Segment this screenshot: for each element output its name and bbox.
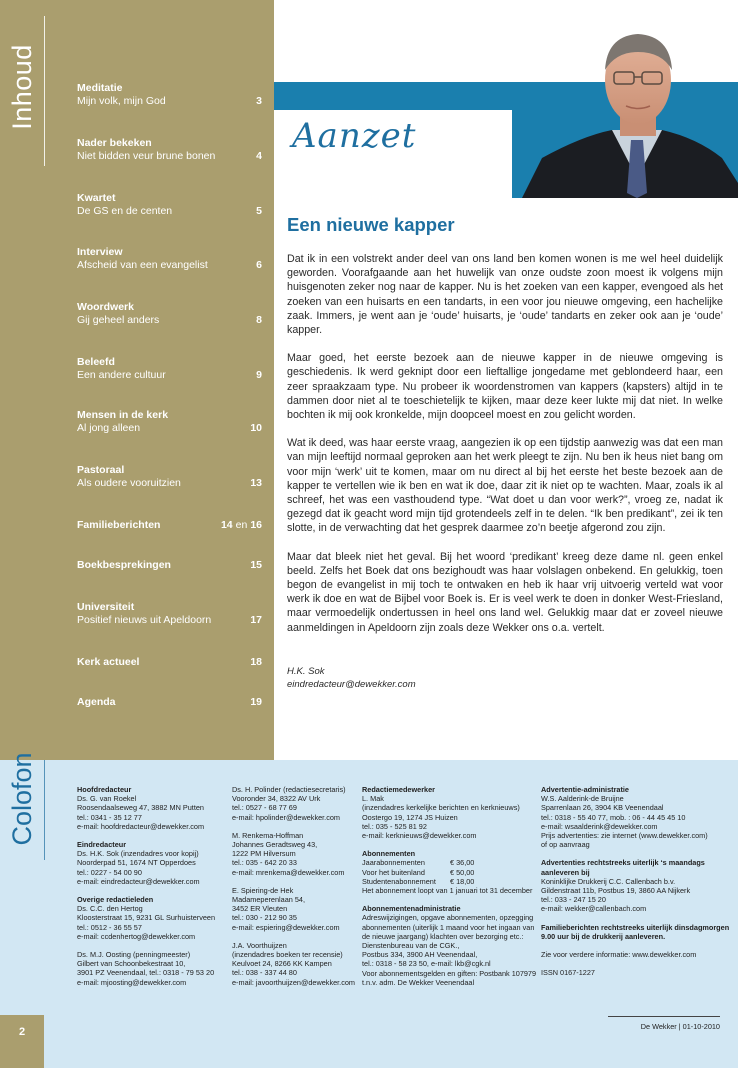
article-paragraph: Dat ik in een volstrekt ander deel van ons land ben komen wonen is me wel heel duidelijk geworden. Voorafgaande aan het huwelijk van onze oudste zoon moest ik volgens mijn huisgenoten zeker nog naar de kapper. Nu is het zoeken van een kapper, evengoed als het zoeken van een huisarts en een tandarts, in een voor jou nieuwe omgeving, een hachelijke zaak. Immers, je went aan je ‘oude’ huisarts, je ‘oude’ tandarts en zeker ook aan je ‘oude’ kapper. [287, 253, 723, 337]
colofon-line: 3452 ER Vleuten [232, 904, 288, 914]
subscription-row [362, 858, 537, 867]
colofon-line: Ds. H.K. Sok (inzendadres voor kopij) [77, 849, 199, 859]
toc-subtitle: De GS en de centen [77, 205, 173, 217]
colofon-block [362, 849, 537, 895]
colofon-column [362, 785, 537, 996]
colofon-block [232, 785, 360, 822]
colofon-line: Ds. C.C. den Hertog [77, 904, 143, 914]
toc-category: Interview [77, 246, 123, 258]
colofon-line: Het abonnement loopt van 1 januari tot 31 december [362, 886, 533, 896]
toc-page-number [256, 369, 262, 382]
toc-page: 19 [250, 696, 262, 708]
colofon-line: Adreswijzigingen, opgave abonnementen, opzegging [362, 913, 534, 923]
toc-item [77, 301, 262, 327]
colofon-line: de nieuwe jaargang) klachten over bezorging etc.: [362, 931, 524, 941]
colofon-line: ISSN 0167-1227 [541, 968, 595, 978]
toc-category: Kwartet [77, 192, 116, 204]
subscription-price: € 18,00 [450, 876, 475, 886]
author-name: H.K. Sok [287, 666, 325, 677]
colofon-line: of op aanvraag [541, 840, 590, 850]
toc-page-number [250, 656, 262, 669]
subscription-price: € 50,00 [450, 867, 475, 877]
toc-category: Kerk actueel [77, 656, 140, 668]
toc-item [77, 409, 262, 435]
toc-page: 13 [250, 477, 262, 489]
colofon-block [232, 886, 360, 932]
colofon-column [232, 785, 360, 996]
toc-item [77, 464, 262, 490]
toc-category: Nader bekeken [77, 137, 152, 149]
toc-item [77, 137, 262, 163]
colofon-line: Johannes Geradtsweg 43, [232, 840, 318, 850]
colofon-block [77, 950, 227, 987]
toc-item [77, 192, 262, 218]
colofon-heading: Abonnementenadministratie [362, 904, 461, 914]
colofon-line: Gilbert van Schoonbekestraat 10, [77, 959, 186, 969]
toc-item [77, 559, 262, 572]
toc-subtitle: Afscheid van een evangelist [77, 259, 208, 271]
colofon-heading: Redactiemedewerker [362, 785, 436, 794]
colofon-line: t.n.v. adm. De Wekker Veenendaal [362, 977, 475, 987]
colofon-line: e-mail: javoorthuijzen@dewekker.com [232, 977, 355, 987]
colofon-line: Postbus 334, 3900 AH Veenendaal, [362, 950, 478, 960]
colofon-line: Zie voor verdere informatie: www.dewekker.com [541, 950, 697, 960]
toc-page-number [250, 696, 262, 709]
toc-page: 3 [256, 95, 262, 107]
toc-subtitle: Mijn volk, mijn God [77, 95, 166, 107]
toc-item [77, 696, 262, 709]
colofon-heading: Overige redactieleden [77, 895, 154, 905]
colofon-block [541, 923, 731, 941]
colofon-heading: Abonnementen [362, 849, 416, 859]
colofon-heading: Eindredacteur [77, 840, 127, 850]
colofon-line: tel.: 0318 - 58 23 50, e-mail: lkb@cgk.nl [362, 959, 491, 969]
toc-subtitle: Een andere cultuur [77, 369, 166, 381]
toc-item [77, 601, 262, 627]
toc-page-number [250, 559, 262, 572]
toc-page: 5 [256, 205, 262, 217]
colofon-block [362, 785, 537, 840]
colofon-block [541, 858, 731, 913]
colofon-line: abonnementen (uiterlijk 1 maand voor het ingaan van [362, 922, 535, 932]
colofon-line: tel.: 0341 - 35 12 77 [77, 812, 142, 822]
toc-page: 6 [256, 259, 262, 271]
colofon-line: Ds. H. Polinder (redactiesecretaris) [232, 785, 346, 794]
colofon-line: E. Spiering-de Hek [232, 885, 294, 895]
colofon-line: Dienstenbureau van de CGK., [362, 941, 460, 951]
colofon-line: e-mail: wekker@callenbach.com [541, 904, 647, 914]
toc-subtitle: Positief nieuws uit Apeldoorn [77, 614, 212, 626]
subscription-type: Studentenabonnement [362, 876, 436, 886]
colofon-block [362, 904, 537, 987]
toc-page-number [250, 422, 262, 435]
subscription-type: Jaarabonnementen [362, 858, 425, 868]
colofon-line: tel.: 038 - 337 44 80 [232, 968, 297, 978]
toc-item [77, 519, 262, 532]
toc-category: Meditatie [77, 82, 123, 94]
toc-page-second: 16 [250, 519, 262, 531]
colofon-line: Keulvoet 24, 8266 KK Kampen [232, 959, 332, 969]
colofon-line: Prijs advertenties: zie internet (www.dewekker.com) [541, 831, 708, 841]
colofon-line: Madameperenlaan 54, [232, 895, 306, 905]
toc-page-join: en [235, 519, 248, 531]
article-title: Een nieuwe kapper [287, 214, 455, 235]
subscription-type: Voor het buitenland [362, 867, 425, 877]
toc-page: 4 [256, 150, 262, 162]
toc-page: 17 [250, 614, 262, 626]
toc-page-number [250, 477, 262, 490]
toc-page: 8 [256, 314, 262, 326]
colofon-block [541, 968, 731, 977]
toc-item [77, 82, 262, 108]
colofon-heading: Advertentie-administratie [541, 785, 629, 794]
toc-item [77, 356, 262, 382]
article-paragraph: Maar goed, het eerste bezoek aan de nieuwe kapper in de nieuwe omgeving is geschiedenis. Ik werd geknipt door een lieftallige jongedame met geblondeerd haar, een zeer spraakzaam type. Nu probeer ik woordenstromen van kappers (kapsters) altijd in te dammen door niet al te toeschietelijk te kijken, maar deze keer lukte mij dat niet. In welke bochten ik mij ook kronkelde, mijn doopceel moest en zou gelicht worden. [287, 352, 723, 422]
toc-page-number [256, 205, 262, 218]
colofon-line: tel.: 033 - 247 15 20 [541, 895, 606, 905]
toc-page-number [221, 519, 262, 532]
author-photo [512, 18, 738, 198]
toc-category: Boekbesprekingen [77, 559, 171, 571]
colofon-line: Ds. G. van Roekel [77, 794, 137, 804]
sidebar-title: Inhoud [7, 44, 37, 130]
toc-subtitle: Gij geheel anders [77, 314, 160, 326]
colofon-column [77, 785, 227, 996]
article-body [287, 252, 723, 649]
colofon-line: e-mail: hoofdredacteur@dewekker.com [77, 821, 205, 831]
colofon-line: tel.: 030 - 212 90 35 [232, 913, 297, 923]
colofon-line: tel.: 035 - 525 81 92 [362, 821, 427, 831]
colofon-line: J.A. Voorthuijzen [232, 940, 287, 950]
colofon-line: Roosendaalseweg 47, 3882 MN Putten [77, 803, 204, 813]
colofon-line: e-mail: espiering@dewekker.com [232, 922, 340, 932]
colofon-heading: Advertenties rechtstreeks uiterlijk ‘s maandags aanleveren bij [541, 858, 705, 877]
toc-page-number [256, 259, 262, 272]
colofon-column [541, 785, 731, 986]
toc-subtitle: Als oudere vooruitzien [77, 477, 181, 489]
article-paragraph: Wat ik deed, was haar eerste vraag, aangezien ik op een tijdstip aanwezig was dat een man van mijn leeftijd normaal geproken aan het werk pleegt te zijn. Nu ben ik heus niet bang om voor mijn ‘werk’ uit te komen, maar om nu direct al bij het eerste het beste bezoek aan de kapper te vertellen wie ik ben en wat ik doe, daar zit ik niet op te wachten. Maar, zoals ik al schreef, het was een vasthoudend type. “Wat doet u dan voor werk?”, vroeg ze, nadat ik gezegd dat ik geacht word mijn tijd grotendeels zelf in te delen. “Ik ben predikant”, zei ik ten slotte, in de verwachting dat het gesprek daarmee zo’n beetje afgerond zou zijn. [287, 437, 723, 535]
toc-page: 18 [250, 656, 262, 668]
colofon-line: Kloosterstraat 15, 9231 GL Surhuisterveen [77, 913, 216, 923]
colofon-line: tel.: 0512 - 36 55 57 [77, 922, 142, 932]
colofon-line: e-mail: eindredacteur@dewekker.com [77, 876, 200, 886]
toc-category: Pastoraal [77, 464, 125, 476]
colofon-block [77, 840, 227, 886]
colofon-line: W.S. Aalderink-de Bruijne [541, 794, 624, 804]
toc-page-number [256, 150, 262, 163]
toc-category: Agenda [77, 696, 116, 708]
colofon-line: tel.: 0318 - 55 40 77, mob. : 06 - 44 45 45 10 [541, 812, 686, 822]
colofon-block [232, 941, 360, 987]
toc-page-number [256, 314, 262, 327]
toc-category: Beleefd [77, 356, 115, 368]
page-number: 2 [18, 1026, 26, 1038]
colofon-block [541, 785, 731, 849]
colofon-title: Colofon [7, 752, 37, 846]
toc-page-number [256, 95, 262, 108]
toc-subtitle: Niet bidden veur brune bonen [77, 150, 216, 162]
colofon-line: Koninklijke Drukkerij C.C. Callenbach b.v. [541, 876, 676, 886]
toc-page-number [250, 614, 262, 627]
colofon-line: Vooronder 34, 8322 AV Urk [232, 794, 321, 804]
colofon-line: tel.: 0527 - 68 77 69 [232, 803, 297, 813]
subscription-row [362, 868, 537, 877]
sidebar-divider-line [44, 16, 45, 166]
colofon-line: e-mail: mjoosting@dewekker.com [77, 977, 187, 987]
colofon-block [77, 895, 227, 941]
colofon-line: tel.: 0227 - 54 00 90 [77, 867, 142, 877]
section-title: Aanzet [292, 116, 417, 156]
subscription-price: € 36,00 [450, 858, 475, 868]
toc-subtitle: Al jong alleen [77, 422, 141, 434]
colofon-line: Oostergo 19, 1274 JS Huizen [362, 812, 458, 822]
toc-category: Mensen in de kerk [77, 409, 169, 421]
toc-category: Universiteit [77, 601, 135, 613]
toc-page: 15 [250, 559, 262, 571]
colofon-block [232, 831, 360, 877]
colofon-line: 3901 PZ Veenendaal, tel.: 0318 - 79 53 20 [77, 968, 215, 978]
colofon-block [77, 785, 227, 831]
colofon-line: e-mail: wsaalderink@dewekker.com [541, 821, 658, 831]
colofon-line: e-mail: kerknieuws@dewekker.com [362, 831, 477, 841]
colofon-heading: Familieberichten rechtstreeks uiterlijk dinsdagmorgen 9.00 uur bij de drukkerij aanleveren. [541, 922, 730, 941]
colofon-line: e-mail: ccdenhertog@dewekker.com [77, 931, 196, 941]
colofon-divider-line [44, 760, 45, 860]
author-email: eindredacteur@dewekker.com [287, 678, 416, 690]
colofon-line: tel.: 035 - 642 20 33 [232, 858, 297, 868]
toc-category: Familieberichten [77, 519, 161, 531]
colofon-heading: Hoofdredacteur [77, 785, 132, 794]
toc-item [77, 246, 262, 272]
colofon-line: Voor abonnementsgelden en giften: Postbank 107979 [362, 968, 537, 978]
toc-category: Woordwerk [77, 301, 134, 313]
toc-page: 10 [250, 422, 262, 434]
colofon-line: Sparrenlaan 26, 3904 KB Veenendaal [541, 803, 664, 813]
colofon-line: e-mail: hpolinder@dewekker.com [232, 812, 340, 822]
colofon-line: Gildenstraat 11b, Postbus 19, 3860 AA Nijkerk [541, 886, 691, 896]
publication-footer: De Wekker | 01-10-2010 [640, 1022, 720, 1031]
toc-page: 9 [256, 369, 262, 381]
toc-item [77, 656, 262, 669]
colofon-line: Noorderpad 51, 1674 NT Opperdoes [77, 858, 196, 868]
footer-rule [608, 1016, 720, 1017]
page-number-box [0, 1015, 44, 1068]
colofon-line: 1222 PM Hilversum [232, 849, 296, 859]
author-portrait-image [512, 18, 738, 198]
colofon-line: (inzendadres kerkelijke berichten en kerknieuws) [362, 803, 520, 813]
colofon-line: L. Mak [362, 794, 384, 804]
toc-page: 14 [220, 519, 233, 531]
article-signature [287, 666, 416, 691]
colofon-line: (inzendadres boeken ter recensie) [232, 950, 343, 960]
colofon-line: Ds. M.J. Oosting (penningmeester) [77, 950, 191, 960]
colofon-line: e-mail: mrenkema@dewekker.com [232, 867, 345, 877]
article-paragraph: Maar dat bleek niet het geval. Bij het woord ‘predikant’ kreeg deze dame nl. geen enkel beeld. Zelfs het Boek dat ons bezighoudt was haar volslagen onbekend. En gelukkig, toen begon de evangelist in mij toch te ontwaken en heb ik haar vrij uitvoerig verteld wat voor werk ik doe en wat de Bijbel voor Boek is. Er is veel werk te doen in donker West-Friesland, maar vermoedelijk ondertussen in heel ons land wel. Gelukkig maar dat er zoveel nieuwe aanmeldingen in Apeldoorn zijn zoals deze Wekker ons o.a. vertelt. [287, 550, 723, 634]
colofon-block [541, 950, 731, 959]
subscription-row [362, 877, 537, 886]
colofon-line: M. Renkema-Hoffman [232, 830, 304, 840]
